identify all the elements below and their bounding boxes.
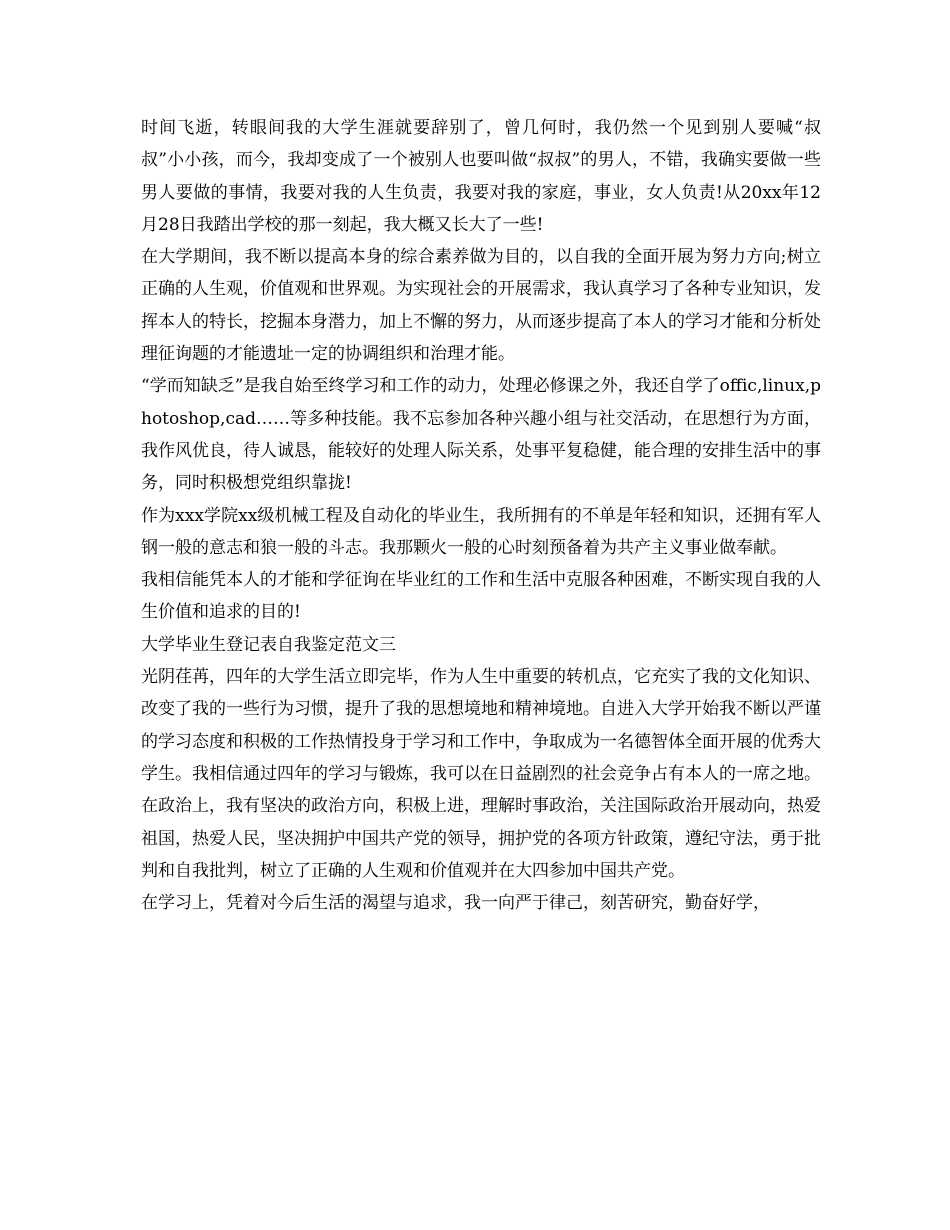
section-heading: 大学毕业生登记表自我鉴定范文三	[141, 634, 396, 655]
paragraph-confidence: 我相信能凭本人的才能和学征询在毕业红的工作和生活中克服各种困难，不断实现自我的人生价值和追求的目的!	[141, 570, 821, 623]
paragraph-politics: 在政治上，我有坚决的政治方向，积极上进，理解时事政治，关注国际政治开展动向，热爱祖国，热爱人民，坚决拥护中国共产党的领导，拥护党的各项方针政策，遵纪守法，勇于批判和自我批判，树立了正确的人生观和价值观并在大四参加中国共产党。	[141, 796, 821, 881]
paragraph-time-flies: 光阴荏苒，四年的大学生活立即完毕，作为人生中重要的转机点，它充实了我的文化知识、改变了我的一些行为习惯，提升了我的思想境地和精神境地。自进入大学开始我不断以严谨的学习态度和积极的工作热情投身于学习和工作中，争取成为一名德智体全面开展的优秀大学生。我相信通过四年的学习与锻炼，我可以在日益剧烈的社会竞争占有本人的一席之地。	[141, 667, 821, 784]
paragraph-university-period: 在大学期间，我不断以提高本身的综合素养做为目的，以自我的全面开展为努力方向;树立正确的人生观，价值观和世界观。为实现社会的开展需求，我认真学习了各种专业知识，发挥本人的特长，挖掘本身潜力，加上不懈的努力，从而逐步提高了本人的学习才能和分析处理征询题的才能遗址一定的协调组织和治理才能。	[141, 247, 821, 365]
document-body	[141, 112, 821, 919]
paragraph-study: 在学习上，凭着对今后生活的渴望与追求，我一向严于律己，刻苦研究，勤奋好学，	[141, 893, 770, 914]
paragraph-intro: 时间飞逝，转眼间我的大学生涯就要辞别了，曾几何时，我仍然一个见到别人要喊“叔叔”小小孩，而今，我却变成了一个被别人也要叫做“叔叔”的男人，不错，我确实要做一些男人要做的事情，我要对我的人生负责，我要对我的家庭，事业，女人负责!从20xx年12月28日我踏出学校的那一刻起，我大概又长大了一些!	[141, 118, 821, 235]
paragraph-self-study: “学而知缺乏”是我自始至终学习和工作的动力，处理必修课之外，我还自学了offic,linux,photoshop,cad……等多种技能。我不忘参加各种兴趣小组与社交活动，在思想行为方面，我作风优良，待人诚恳，能较好的处理人际关系，处事平复稳健，能合理的安排生活中的事务，同时积极想党组织靠拢!	[141, 376, 821, 494]
paragraph-graduate: 作为xxx学院xx级机械工程及自动化的毕业生，我所拥有的不单是年轻和知识，还拥有军人钢一般的意志和狼一般的斗志。我那颗火一般的心时刻预备着为共产主义事业做奉献。	[141, 505, 821, 558]
